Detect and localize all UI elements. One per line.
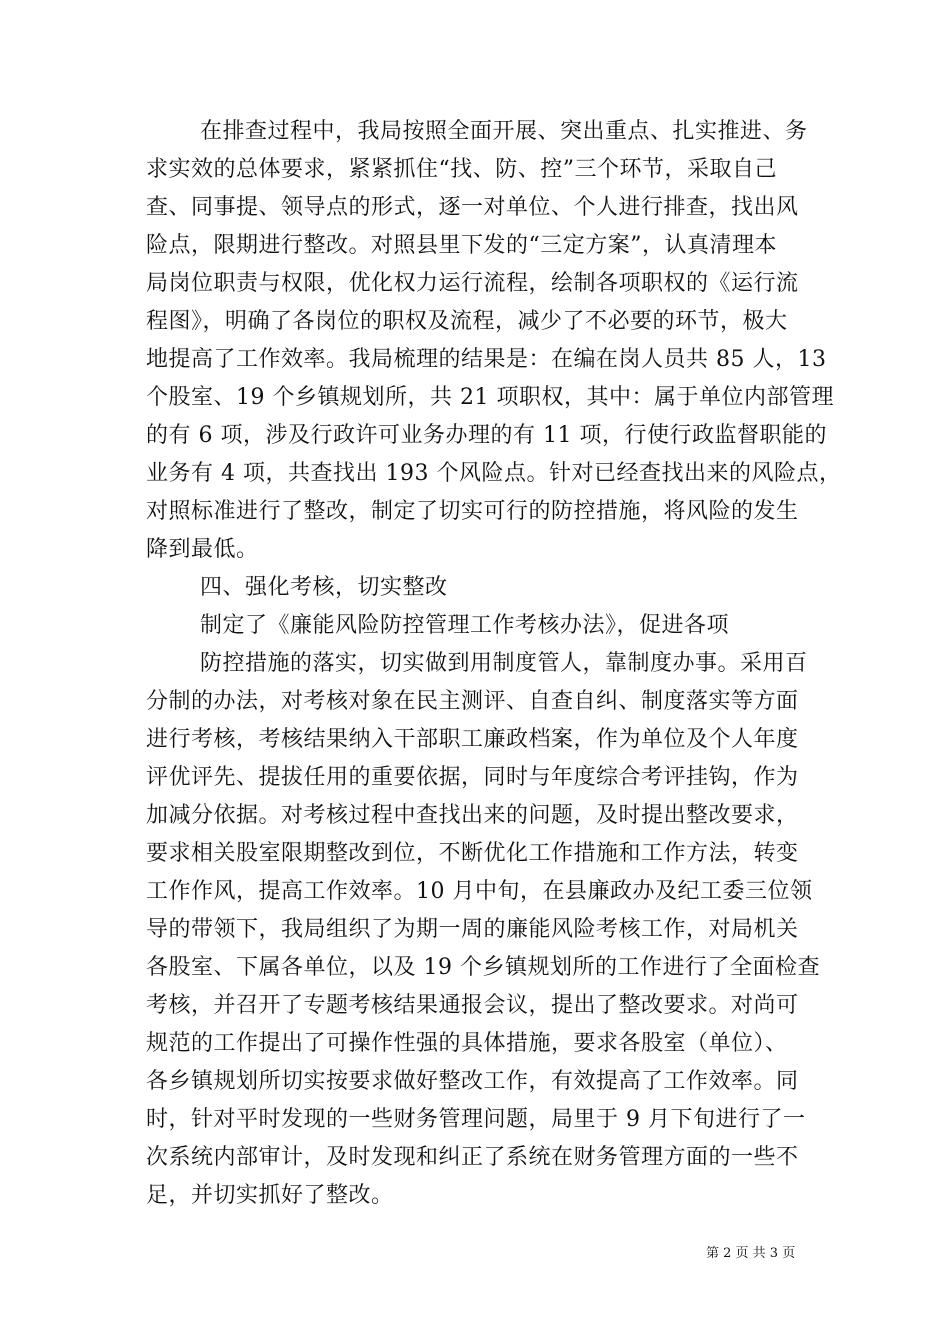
page-number: 第 2 页 共 3 页 bbox=[706, 1246, 796, 1261]
paragraph-line: 求实效的总体要求，紧紧抓住“找、防、控”三个环节，采取自己 bbox=[146, 157, 777, 182]
paragraph-line: 业务有 4 项，共查找出 193 个风险点。针对已经查找出来的风险点， bbox=[146, 461, 842, 486]
paragraph-line: 降到最低。 bbox=[146, 537, 259, 562]
paragraph-line: 的有 6 项，涉及行政许可业务办理的有 11 项，行使行政监督职能的 bbox=[146, 423, 827, 448]
paragraph-line: 地提高了工作效率。我局梳理的结果是：在编在岗人员共 85 人，13 bbox=[146, 347, 827, 372]
paragraph-line: 导的带领下，我局组织了为期一周的廉能风险考核工作，对局机关 bbox=[146, 917, 799, 942]
paragraph-line: 足，并切实抓好了整改。 bbox=[146, 1183, 394, 1208]
paragraph-line: 制定了《廉能风险防控管理工作考核办法》，促进各项 bbox=[200, 613, 730, 638]
paragraph-line: 要求相关股室限期整改到位，不断优化工作措施和工作方法，转变 bbox=[146, 841, 799, 866]
paragraph-line: 时，针对平时发现的一些财务管理问题，局里于 9 月下旬进行了一 bbox=[146, 1107, 806, 1132]
paragraph-line: 各乡镇规划所切实按要求做好整改工作，有效提高了工作效率。同 bbox=[146, 1069, 799, 1094]
paragraph-line: 分制的办法，对考核对象在民主测评、自查自纠、制度落实等方面 bbox=[146, 689, 799, 714]
paragraph-line: 对照标准进行了整改，制定了切实可行的防控措施，将风险的发生 bbox=[146, 499, 799, 524]
paragraph-line: 进行考核，考核结果纳入干部职工廉政档案，作为单位及个人年度 bbox=[146, 727, 799, 752]
paragraph-line: 评优评先、提拔任用的重要依据，同时与年度综合考评挂钩，作为 bbox=[146, 765, 799, 790]
paragraph-line: 次系统内部审计，及时发现和纠正了系统在财务管理方面的一些不 bbox=[146, 1145, 799, 1170]
paragraph-line: 程图》，明确了各岗位的职权及流程，减少了不必要的环节，极大 bbox=[146, 309, 788, 334]
paragraph-line: 个股室、19 个乡镇规划所，共 21 项职权，其中：属于单位内部管理 bbox=[146, 385, 834, 410]
paragraph-line: 考核，并召开了专题考核结果通报会议，提出了整改要求。对尚可 bbox=[146, 993, 799, 1018]
paragraph-line: 防控措施的落实，切实做到用制度管人，靠制度办事。采用百 bbox=[200, 651, 808, 676]
paragraph-line: 规范的工作提出了可操作性强的具体措施，要求各股室（单位）、 bbox=[146, 1031, 788, 1056]
paragraph-line: 局岗位职责与权限，优化权力运行流程，绘制各项职权的《运行流 bbox=[146, 271, 799, 296]
paragraph-line: 险点，限期进行整改。对照县里下发的“三定方案”，认真清理本 bbox=[146, 233, 777, 258]
section-heading: 四、强化考核，切实整改 bbox=[200, 575, 448, 600]
paragraph-line: 加减分依据。对考核过程中查找出来的问题，及时提出整改要求， bbox=[146, 803, 799, 828]
paragraph-line: 各股室、下属各单位，以及 19 个乡镇规划所的工作进行了全面检查 bbox=[146, 955, 820, 980]
paragraph-line: 工作作风，提高工作效率。10 月中旬，在县廉政办及纪工委三位领 bbox=[146, 879, 813, 904]
paragraph-line: 在排查过程中，我局按照全面开展、突出重点、扎实推进、务 bbox=[200, 119, 808, 144]
paragraph-line: 查、同事提、领导点的形式，逐一对单位、个人进行排查，找出风 bbox=[146, 195, 799, 220]
